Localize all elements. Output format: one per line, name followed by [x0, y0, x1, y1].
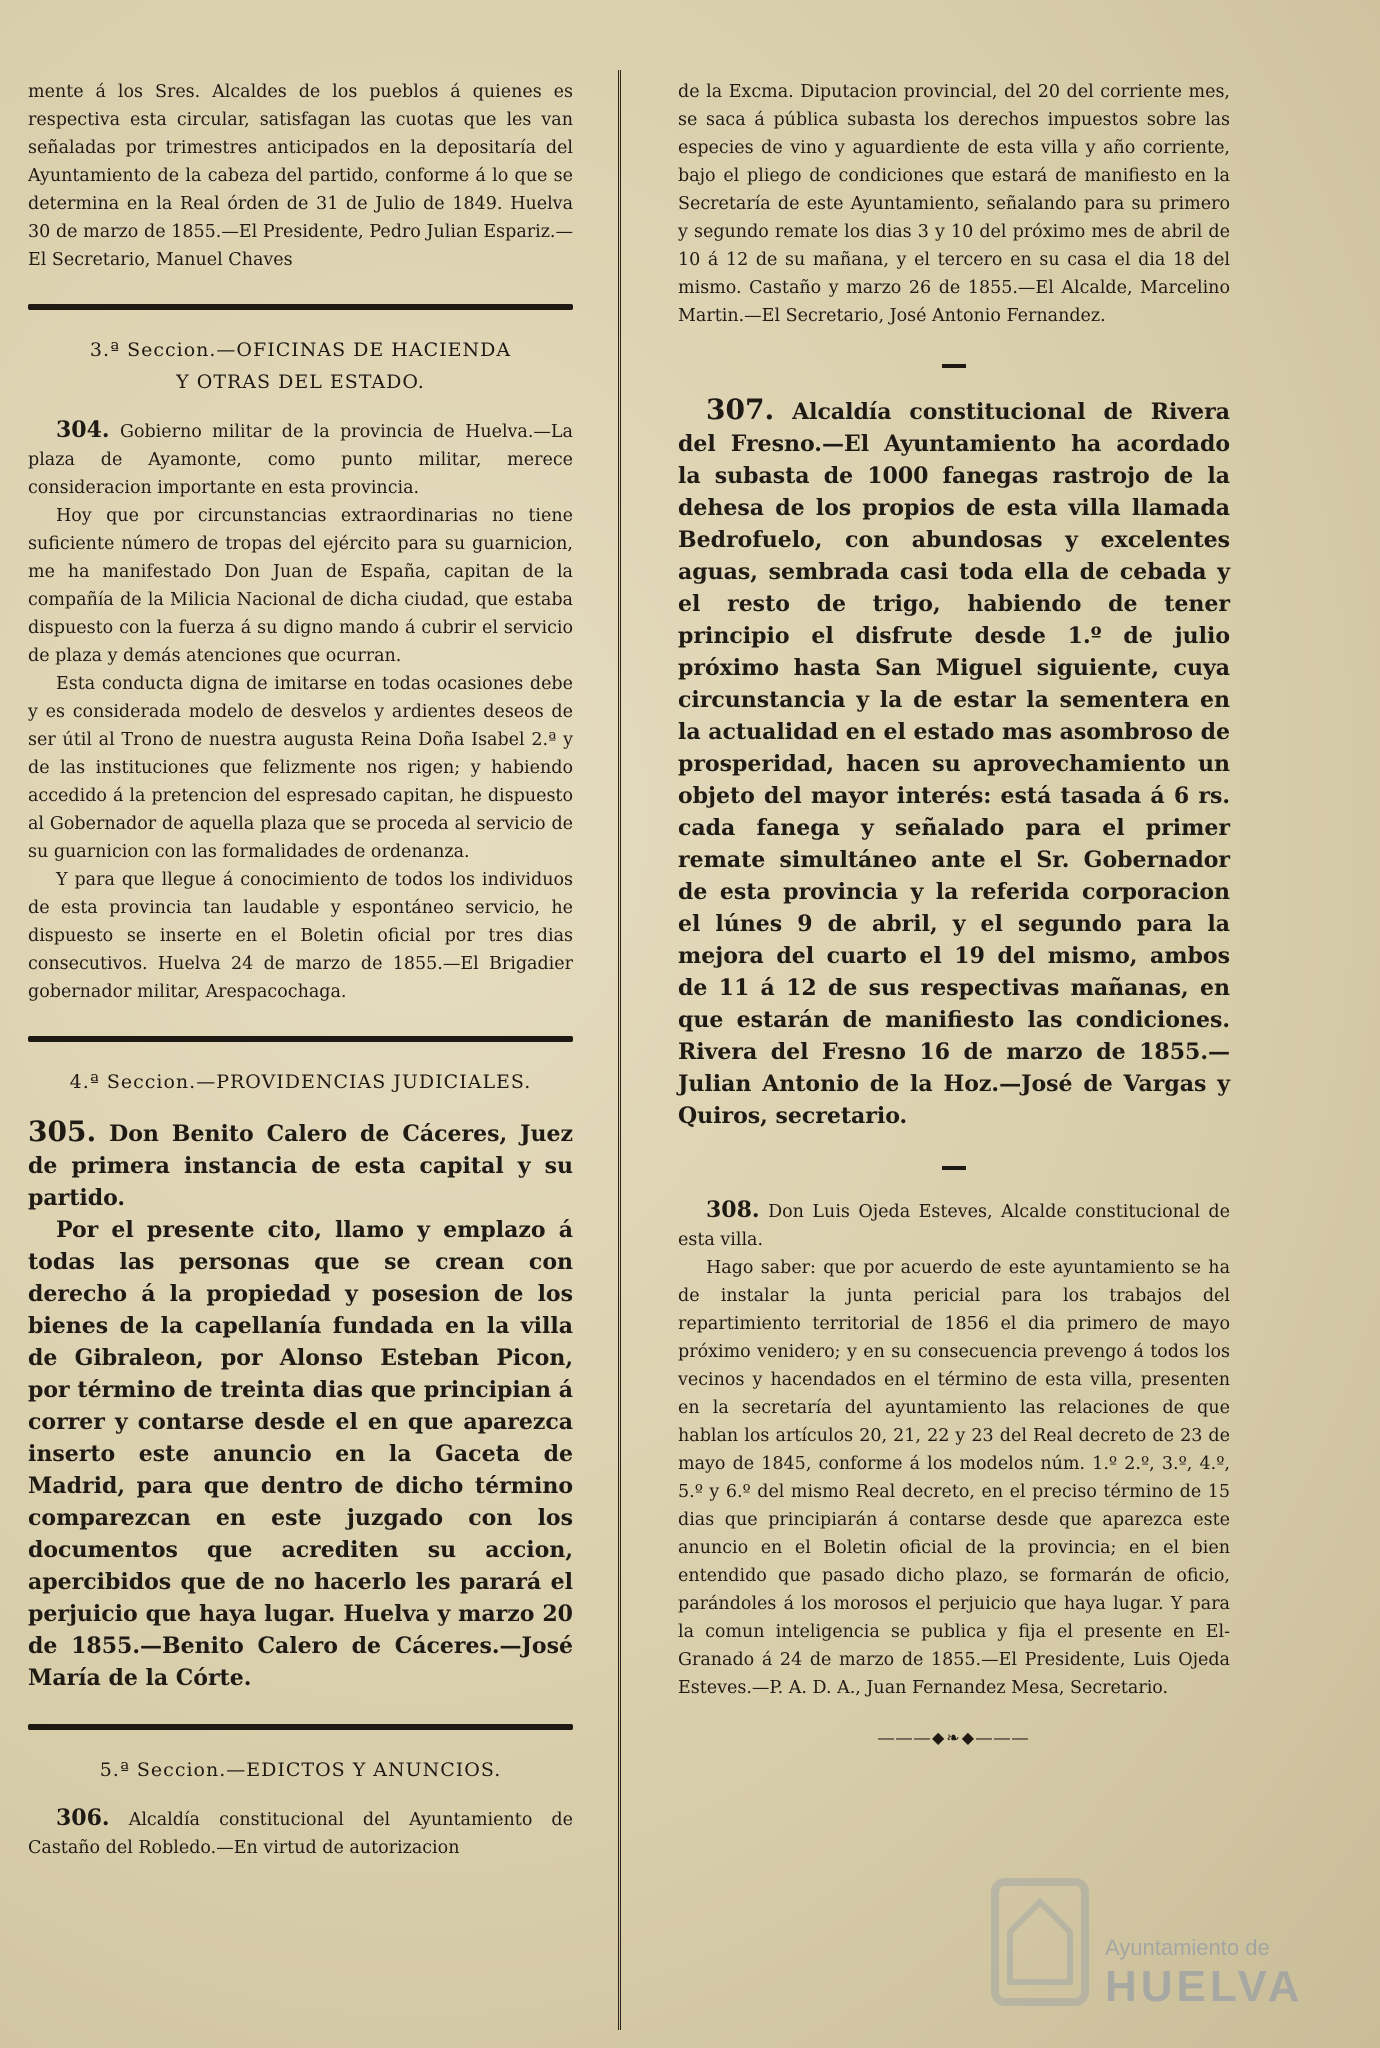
notice-306-continuation: de la Excma. Diputacion provincial, del 20 del corriente mes, se saca á pública subasta los derechos impuestos sobre las especies de vino y aguardiente de esta villa y año corriente, bajo el pliego de condiciones que estará de manifiesto en la Secretaría de este Ayuntamiento, señalando para su primero y segundo remate los dias 3 y 10 del próximo mes de abril de 10 á 12 de su mañana, y el tercero en su casa el dia 18 del mismo. Castaño y marzo 26 de 1855.—El Alcalde, Marcelino Martin.—El Secretario, José Antonio Fernandez. — [678, 82, 1230, 326]
section-rule — [28, 1036, 573, 1042]
section-rule — [28, 1724, 573, 1730]
notice-304: 304. Gobierno militar de la provincia de Huelva.—La plaza de Ayamonte, como punto militar, merece consideracion importante en esta provincia. — [28, 417, 573, 498]
notice-number: 308. — [706, 1197, 760, 1223]
watermark-line-1: Ayuntamiento de — [1105, 1935, 1270, 1960]
watermark-line-2: HUELVA — [1105, 1962, 1304, 2011]
notice-308-paragraph: Hago saber: que por acuerdo de este ayuntamiento se ha de instalar la junta pericial para los trabajos del repartimiento territorial de 1856 el dia primero de mayo próximo venidero; y en su consecuencia prevengo á todos los vecinos y hacendados en el término de esta villa, presenten en la secretaría del ayuntamiento las relaciones de que hablan los artículos 20, 21, 22 y 23 del Real decreto de 23 de mayo de 1845, conforme á los modelos núm. 1.º 2.º, 3.º, 4.º, 5.º y 6.º del mismo Real decreto, en el preciso término de 15 dias que principiarán á contarse desde que aparezca este anuncio en el Boletin oficial de la provincia; en el bien entendido que pasado dicho plazo, se formarán de oficio, parándoles á los morosos el perjuicio que haya lugar. Y para la comun inteligencia se publica y fija el presente en El-Granado á 24 de marzo de 1855.—El Presidente, Luis Ojeda Esteves.—P. A. D. A., Juan Fernandez Mesa, Secretario. — [678, 1258, 1230, 1698]
notice-number: 306. — [56, 1805, 110, 1831]
separator-dash — [942, 1166, 966, 1170]
circular-continuation: mente á los Sres. Alcaldes de los pueblos á quienes es respectiva esta circular, satisfagan las cuotas que les van señaladas por trimestres anticipados en la depositaría del Ayuntamiento de la cabeza del partido, conforme á lo que se determina en la Real órden de 31 de Julio de 1849. Huelva 30 de marzo de 1855.—El Presidente, Pedro Julian Espariz.—El Secretario, Manuel Chaves — [28, 82, 573, 270]
section-rule — [28, 304, 573, 310]
notice-304-paragraph: Esta conducta digna de imitarse en todas ocasiones debe y es considerada modelo de desvelos y ardientes deseos de ser útil al Trono de nuestra augusta Reina Doña Isabel 2.ª y de las instituciones que felizmente nos rigen; y habiendo accedido á la pretencion del espresado capitan, he dispuesto al Gobernador de aquella plaza que se proceda al servicio de su guarnicion con las formalidades de ordenanza. — [28, 674, 573, 862]
notice-number: 305. — [28, 1115, 97, 1148]
notice-number: 307. — [706, 393, 775, 426]
notice-308: 308. Don Luis Ojeda Esteves, Alcalde constitucional de esta villa. — [678, 1197, 1230, 1250]
right-column — [678, 78, 1230, 1747]
notice-number: 304. — [56, 417, 110, 443]
notice-307: 307. Alcaldía constitucional de Rivera del Fresno.—El Ayuntamiento ha acordado la subasta de 1000 fanegas rastrojo de la dehesa de los propios de esta villa llamada Bedrofuelo, con abundosas y excelentes aguas, sembrada casi toda ella de cebada y el resto de trigo, habiendo de tener principio el disfrute desde 1.º de julio próximo hasta San Miguel siguiente, cuya circunstancia y la de estar la sementera en la actualidad en el estado mas asombroso de prosperidad, hacen su aprovechamiento un objeto del mayor interés: está tasada á 6 rs. cada fanega y señalado para el primer remate simultáneo ante el Sr. Gobernador de esta provincia y la referida corporacion el lúnes 9 de abril, y el segundo para la mejora del cuarto el 19 del mismo, ambos de 11 á 12 de sus respectivas mañanas, en que estarán de manifiesto las condiciones. Rivera del Fresno 16 de marzo de 1855.—Julian Antonio de la Hoz.—José de Vargas y Quiros, secretario. — [678, 393, 1230, 1129]
notice-305: 305. Don Benito Calero de Cáceres, Juez de primera instancia de esta capital y su partido. — [28, 1115, 573, 1211]
left-column — [28, 78, 573, 1862]
section-4-heading: 4.ª Seccion.—PROVIDENCIAS JUDICIALES. — [69, 1071, 532, 1093]
closing-ornament: ―――◆❧◆――― — [877, 1728, 1030, 1747]
section-3-heading: 3.ª Seccion.—OFICINAS DE HACIENDA Y OTRAS DEL ESTADO. — [89, 339, 512, 393]
section-5-heading: 5.ª Seccion.—EDICTOS Y ANUNCIOS. — [99, 1759, 502, 1781]
notice-305-paragraph: Por el presente cito, llamo y emplazo á todas las personas que se crean con derecho á la propiedad y posesion de los bienes de la capellanía fundada en la villa de Gibraleon, por Alonso Esteban Picon, por término de treinta dias que principian á correr y contarse desde el en que aparezca inserto este anuncio en la Gaceta de Madrid, para que dentro de dicho término comparezcan en este juzgado con los documentos que acrediten su accion, apercibidos que de no hacerlo les parará el perjuicio que haya lugar. Huelva y marzo 20 de 1855.—Benito Calero de Cáceres.—José María de la Córte. — [28, 1217, 573, 1691]
notice-306: 306. Alcaldía constitucional del Ayuntamiento de Castaño del Robledo.—En virtud de autorizacion — [28, 1805, 573, 1858]
notice-304-paragraph: Hoy que por circunstancias extraordinarias no tiene suficiente número de tropas del ejército para su guarnicion, me ha manifestado Don Juan de España, capitan de la compañía de la Milicia Nacional de dicha ciudad, que estaba dispuesto con la fuerza á su digno mando á cubrir el servicio de plaza y demás atenciones que ocurran. — [28, 506, 573, 666]
column-divider — [618, 70, 621, 2030]
separator-dash — [942, 364, 966, 368]
notice-304-paragraph: Y para que llegue á conocimiento de todos los individuos de esta provincia tan laudable y espontáneo servicio, he dispuesto se inserte en el Boletin oficial por tres dias consecutivos. Huelva 24 de marzo de 1855.—El Brigadier gobernador militar, Arespacochaga. — [28, 870, 573, 1002]
